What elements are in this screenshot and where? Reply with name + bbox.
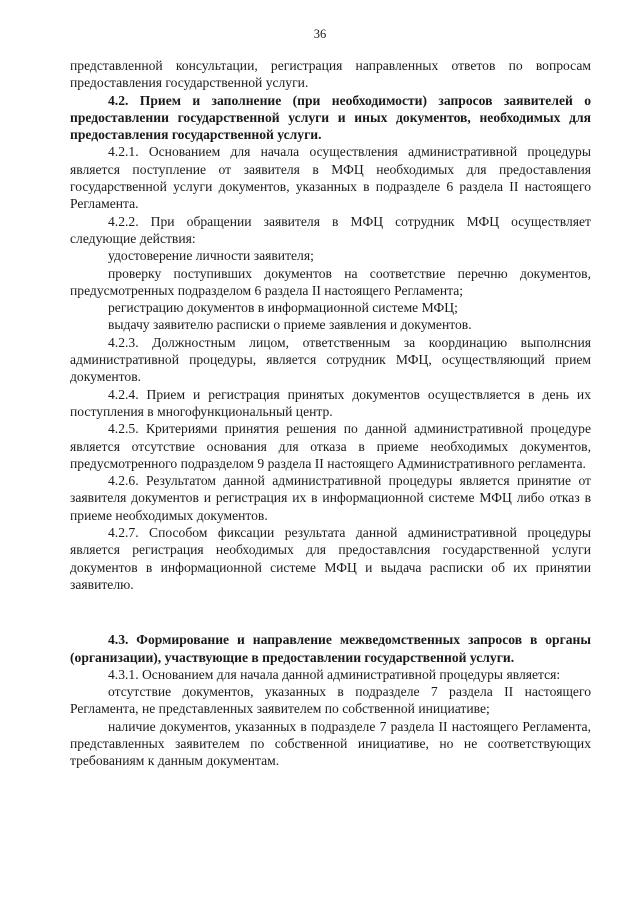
paragraph: 4.3.1. Основанием для начала данной административной процедуры является: [108,666,561,682]
paragraph: 4.2.7. Способом фиксации результата данной административной процедуры является регистрация необходимых для предоставлсния государственной услуги документов в информационной системе МФЦ и выдача расписки об их принятии заявителю. [70,525,591,592]
paragraph: отсутствие документов, указанных в подразделе 7 раздела II настоящего Регламента, не представленных заявителем по собственной инициативе; [70,684,591,717]
page-number: 36 [313,27,327,41]
paragraph: 4.2.6. Результатом данной административной процедуры является принятие от заявителя документов и регистрация их в информационной системе МФЦ либо отказ в приеме необходимых документов. [70,473,591,523]
paragraph: проверку поступивших документов на соответствие перечню документов, предусмотренных подразделом 6 раздела II настоящего Регламента; [70,265,591,298]
paragraph: 4.2.2. При обращении заявителя в МФЦ сотрудник МФЦ осуществляет следующие действия: [70,213,591,246]
section-heading: 4.2. Прием и заполнение (при необходимости) запросов заявителей о предоставлении государственной услуги и иных документов, необходимых для предоставления государственной услуги. [70,92,591,143]
document-body [70,57,591,770]
paragraph: регистрацию документов в информационной системе МФЦ; [108,300,458,316]
section-spacer [70,593,591,631]
paragraph: 4.2.1. Основанием для начала осуществления административной процедуры является поступление от заявителя в МФЦ необходимых для предоставления государственной услуги документов, указанных в подразделе 6 раздела II настоящего Регламента. [70,144,591,212]
paragraph: представленной консультации, регистрация направленных ответов по вопросам предоставления государственной услуги. [70,58,591,91]
paragraph: 4.2.4. Прием и регистрация принятых документов осуществляется в день их поступления в многофункциональный центр. [70,386,591,419]
paragraph: удостоверение личности заявителя; [108,248,314,264]
paragraph: выдачу заявителю расписки о приеме заявления и документов. [108,317,472,333]
paragraph: наличие документов, указанных в подразделе 7 раздела II настоящего Регламента, представленных заявителем по собственной инициативе, но не соответствующих требованиям к данным документам. [70,718,591,769]
section-heading: 4.3. Формирование и направление межведомственных запросов в органы (организации), участвующие в предоставлении государственной услуги. [70,632,591,665]
paragraph: 4.2.3. Должностным лицом, ответственным за координацию выполнсния административной процедуры, является сотрудник МФЦ, осуществляющий прием документов. [70,334,591,385]
paragraph: 4.2.5. Критериями принятия решения по данной административной процедуре является отсутствие основания для отказа в приеме необходимых документов, предусмотренного подразделом 9 раздела II настоящего Административного регламента. [70,421,591,471]
